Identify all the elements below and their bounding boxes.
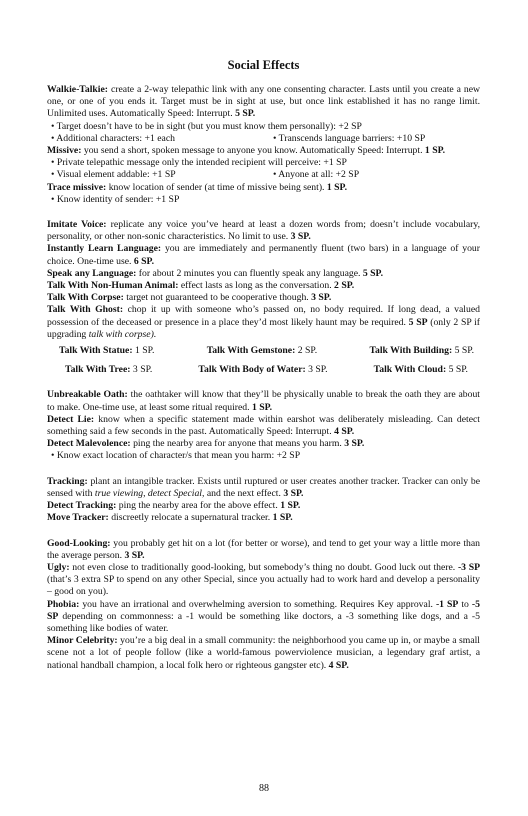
walkie-talkie-entry: Walkie-Talkie: create a 2-way telepathic link with any one consenting character. Lasts until you create a new one, or one of you ends it. Target must be in sight at use, but once link established it has no range limit. Unlimited uses. Automatically Speed: Interrupt. 5 SP.	[47, 84, 480, 120]
section-gap	[47, 525, 480, 538]
entry-name: Walkie-Talkie:	[47, 84, 109, 95]
instantly-learn-language-entry: Instantly Learn Language: you are immediately and permanently fluent (two bars) in a language of your choice. One-time use. 6 SP.	[47, 243, 480, 267]
missive-bullet-row-2: • Visual element addable: +1 SP • Anyone at all: +2 SP	[51, 169, 360, 181]
page-title: Social Effects	[227, 58, 300, 72]
unbreakable-oath-entry: Unbreakable Oath: the oathtaker will know that they’ll be physically unable to break the oath they are about to make. One-time use, at least some ritual required. 1 SP.	[47, 389, 480, 413]
talk-with-row-1	[47, 345, 480, 357]
section-gap	[47, 463, 480, 476]
trace-missive-entry: Trace missive: know location of sender (at time of missive being sent). 1 SP.	[47, 181, 347, 193]
talk-item: Talk With Tree: 3 SP.	[65, 364, 153, 376]
talk-with-animal-entry: Talk With Non-Human Animal: effect lasts as long as the conversation. 2 SP.	[47, 280, 355, 292]
detect-tracking-entry: Detect Tracking: ping the nearby area for the above effect. 1 SP.	[47, 500, 301, 512]
talk-item: Talk With Cloud: 5 SP.	[373, 364, 468, 376]
malevolence-bullet-1: • Know exact location of character/s that mean you harm: +2 SP	[51, 450, 301, 462]
walkie-bullet-row-2: • Additional characters: +1 each • Transcends language barriers: +10 SP	[51, 132, 426, 144]
ugly-entry: Ugly: not even close to traditionally good-looking, but somebody’s thing no doubt. Good luck out there. -3 SP (that’s 3 extra SP to spend on any other Special, since you actually had to work hard and develop a personality – good on you).	[47, 561, 481, 598]
section-gap	[47, 376, 480, 389]
speak-any-language-entry: Speak any Language: for about 2 minutes you can fluently speak any language. 5 SP.	[47, 267, 384, 279]
phobia-entry: Phobia: you have an irrational and overwhelming aversion to something. Requires Key approval. -1 SP to -5 SP depending on commonness: a -1 would be something like doctors, a -3 something like dogs, and a -5 something like bodies of water.	[47, 598, 480, 634]
missive-entry: Missive: you send a short, spoken message to anyone you know. Automatically Speed: Interrupt. 1 SP.	[47, 145, 446, 157]
missive-bullet-1: • Private telepathic message only the intended recipient will perceive: +1 SP	[51, 157, 347, 169]
talk-with-ghost-entry: Talk With Ghost: chop it up with someone who’s passed on, no body required. If long dead, a valued possession of the deceased or presence in a place they’d most likely haunt may be required. 5 SP (only 2 SP if upgrading talk with corpse).	[47, 304, 480, 340]
tracking-entry: Tracking: plant an intangible tracker. Exists until ruptured or user creates another tracker. Tracker can only be sensed with true viewing, detect Special, and the next effect. 3 SP.	[47, 475, 480, 499]
move-tracker-entry: Move Tracker: discreetly relocate a supernatural tracker. 1 SP.	[47, 512, 293, 524]
detect-lie-entry: Detect Lie: know when a specific statement made within earshot was deliberately misleading. Can detect something said a few seconds in the past. Automatically Speed: Interrupt. 4 SP.	[47, 413, 480, 438]
section-gap	[47, 206, 480, 219]
talk-with-row-2	[47, 364, 480, 376]
talk-item: Talk With Body of Water: 3 SP.	[198, 364, 328, 376]
imitate-voice-entry: Imitate Voice: replicate any voice you’ve heard at least a dozen words from; doesn’t include vocabulary, personality, or other non-sonic characteristics. No limit to use. 3 SP.	[47, 219, 480, 243]
talk-with-corpse-entry: Talk With Corpse: target not guaranteed to be cooperative though. 3 SP.	[47, 292, 332, 304]
talk-item: Talk With Gemstone: 2 SP.	[206, 345, 318, 357]
walkie-bullet-1: • Target doesn’t have to be in sight (but you must know them personally): +2 SP	[51, 120, 362, 132]
detect-malevolence-entry: Detect Malevolence: ping the nearby area for anyone that means you harm. 3 SP.	[47, 438, 365, 450]
good-looking-entry: Good-Looking: you probably get hit on a lot (for better or worse), and tend to get your way a little more than the average person. 3 SP.	[47, 537, 480, 561]
talk-item: Talk With Statue: 1 SP.	[59, 345, 155, 357]
trace-bullet-1: • Know identity of sender: +1 SP	[51, 193, 180, 205]
minor-celebrity-entry: Minor Celebrity: you’re a big deal in a small community: the neighborhood you came up in, or maybe a small scene not a lot of people follow (like a world-famous powerviolence musician, a legendary graf artist, a national handball champion, a local folk hero or righteous gangster etc). 4 SP.	[47, 635, 480, 671]
talk-item: Talk With Building: 5 SP.	[369, 345, 474, 357]
page-number: 88	[259, 783, 269, 794]
